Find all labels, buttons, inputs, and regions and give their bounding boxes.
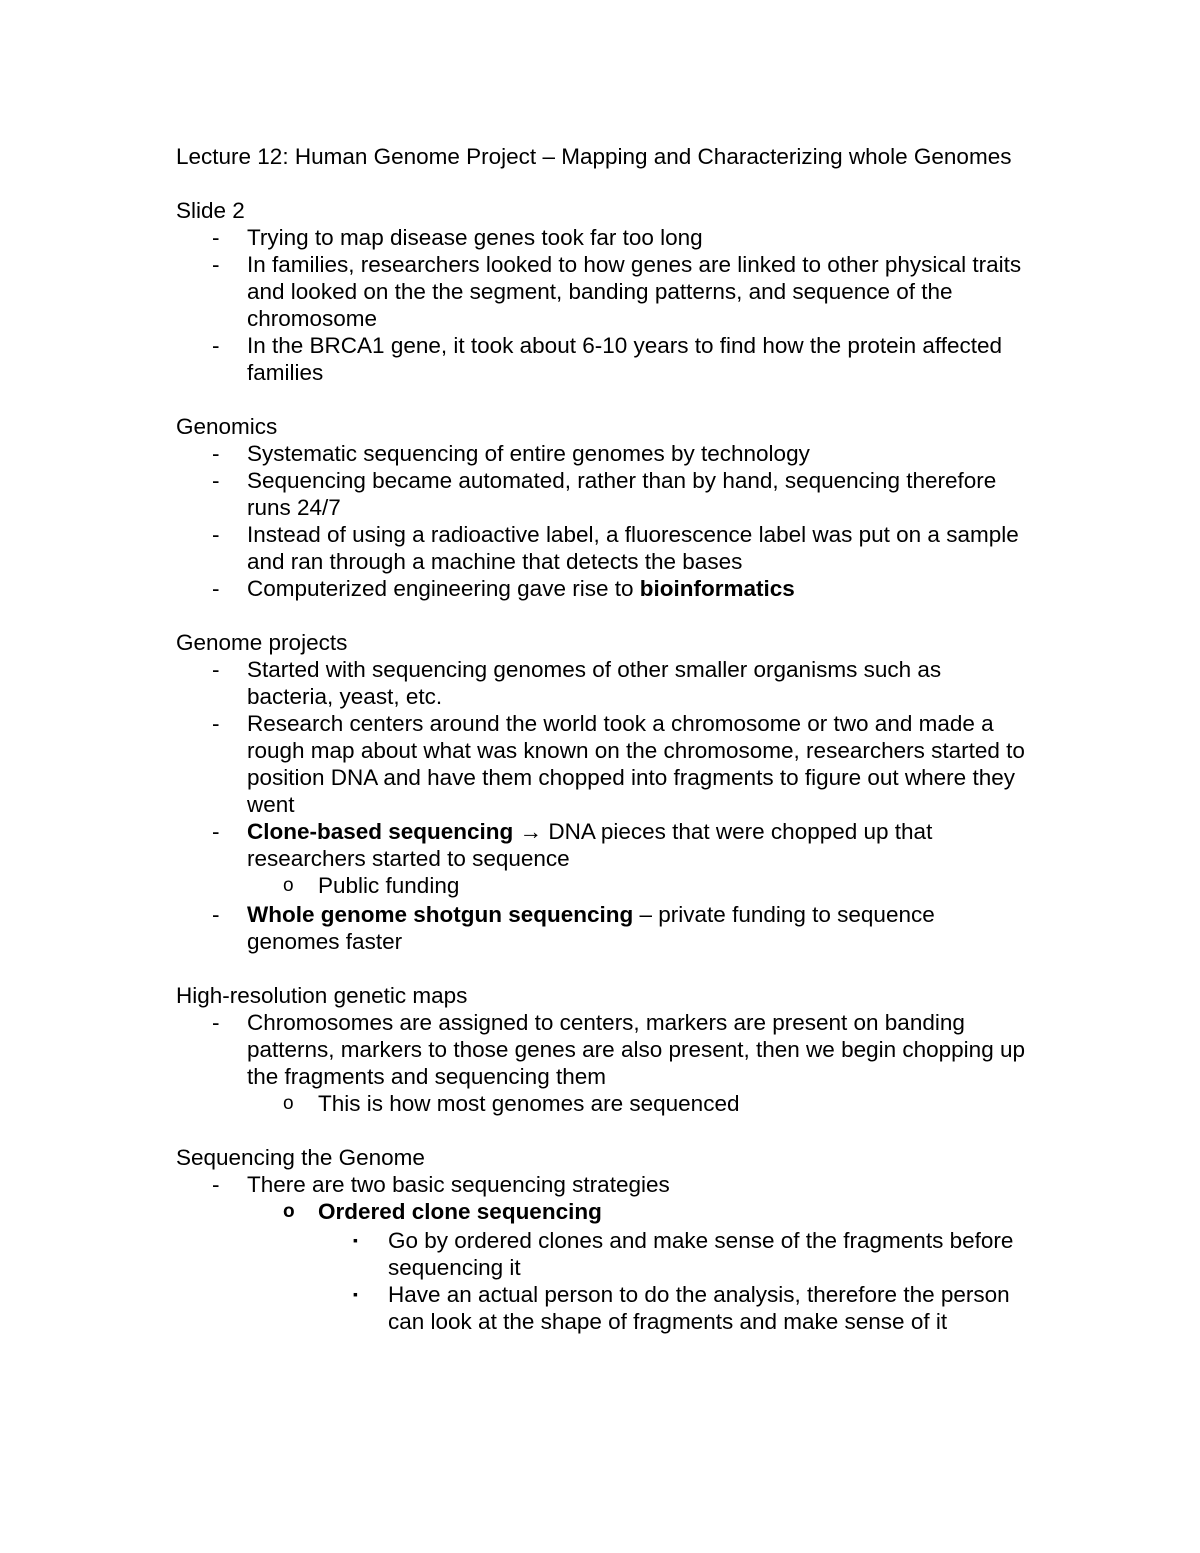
dash-bullet-icon: - bbox=[212, 902, 220, 927]
section-slide-2 bbox=[176, 197, 1026, 386]
dash-bullet-icon: - bbox=[212, 468, 220, 493]
section-heading: Slide 2 bbox=[176, 198, 245, 223]
list-item: - Systematic sequencing of entire genomes by technology bbox=[212, 441, 810, 466]
dash-bullet-icon: - bbox=[212, 819, 220, 844]
square-bullet-icon: ▪ bbox=[353, 1232, 358, 1248]
section-genome-projects bbox=[176, 629, 1026, 955]
list-item: - There are two basic sequencing strategies bbox=[212, 1172, 670, 1197]
circle-bullet-icon: o bbox=[283, 1201, 295, 1222]
list-item: - Trying to map disease genes took far too long bbox=[212, 225, 703, 250]
dash-bullet-icon: - bbox=[212, 1172, 220, 1197]
right-arrow-icon: → bbox=[519, 819, 543, 844]
list-item: - In families, researchers looked to how genes are linked to other physical traits and looked on the the segment, banding patterns, and sequence of the chromosome bbox=[212, 252, 1022, 331]
list-item: - Research centers around the world took a chromosome or two and made a rough map about what was known on the chromosome, researchers started to position DNA and have them chopped into fragments to figure out where they went bbox=[212, 711, 1025, 817]
bullet-list bbox=[176, 656, 1026, 955]
section-heading: Genome projects bbox=[176, 630, 348, 655]
section-high-resolution-genetic-maps bbox=[176, 982, 1026, 1117]
list-item: - Chromosomes are assigned to centers, markers are present on banding patterns, markers to those genes are also present, then we begin chopping up the fragments and sequencing them bbox=[212, 1010, 1025, 1089]
section-heading: Sequencing the Genome bbox=[176, 1145, 425, 1170]
section-genomics bbox=[176, 413, 1026, 602]
sub-list-item: o Public funding bbox=[283, 873, 460, 898]
dash-bullet-icon: - bbox=[212, 711, 220, 736]
list-item: - Sequencing became automated, rather than by hand, sequencing therefore runs 24/7 bbox=[212, 468, 997, 520]
dash-bullet-icon: - bbox=[212, 1010, 220, 1035]
section-sequencing-the-genome bbox=[176, 1144, 1026, 1335]
dash-bullet-icon: - bbox=[212, 225, 220, 250]
bullet-list bbox=[176, 440, 1026, 602]
bullet-list bbox=[176, 1171, 1026, 1335]
list-item: - Clone-based sequencing → DNA pieces that were chopped up that researchers started to sequence bbox=[212, 819, 933, 871]
sub-list-item bbox=[176, 1198, 1026, 1225]
term-ordered-clone-sequencing: Ordered clone sequencing bbox=[318, 1199, 602, 1224]
dash-bullet-icon: - bbox=[212, 441, 220, 466]
term-whole-genome-shotgun-sequencing: Whole genome shotgun sequencing bbox=[247, 902, 634, 927]
dash-bullet-icon: - bbox=[212, 333, 220, 358]
square-bullet-icon: ▪ bbox=[353, 1286, 358, 1302]
term-bioinformatics: bioinformatics bbox=[639, 576, 795, 601]
circle-bullet-icon: o bbox=[283, 1093, 294, 1114]
list-item: - Computerized engineering gave rise to bioinformatics bbox=[212, 576, 795, 601]
bullet-list bbox=[176, 224, 1026, 386]
list-item: - Started with sequencing genomes of other smaller organisms such as bacteria, yeast, etc. bbox=[212, 657, 942, 709]
dash-bullet-icon: - bbox=[212, 252, 220, 277]
term-clone-based-sequencing: Clone-based sequencing bbox=[247, 819, 514, 844]
sub-sub-list-item: ▪ Have an actual person to do the analysis, therefore the person can look at the shape of fragments and make sense of it bbox=[353, 1282, 1010, 1334]
bullet-list bbox=[176, 1009, 1026, 1117]
dash-bullet-icon: - bbox=[212, 522, 220, 547]
dash-bullet-icon: - bbox=[212, 657, 220, 682]
dash-bullet-icon: - bbox=[212, 576, 220, 601]
list-item: - Instead of using a radioactive label, a fluorescence label was put on a sample and ran through a machine that detects the bases bbox=[212, 522, 1019, 574]
sub-list-item: o This is how most genomes are sequenced bbox=[283, 1091, 740, 1116]
circle-bullet-icon: o bbox=[283, 875, 294, 896]
sub-sub-list-item: ▪ Go by ordered clones and make sense of the fragments before sequencing it bbox=[353, 1228, 1014, 1280]
document-title: Lecture 12: Human Genome Project – Mapping and Characterizing whole Genomes bbox=[176, 144, 1012, 169]
section-heading: High-resolution genetic maps bbox=[176, 983, 468, 1008]
section-heading: Genomics bbox=[176, 414, 278, 439]
list-item: - In the BRCA1 gene, it took about 6-10 years to find how the protein affected families bbox=[212, 333, 1003, 385]
list-item: - Whole genome shotgun sequencing – private funding to sequence genomes faster bbox=[212, 902, 935, 954]
document-page bbox=[176, 143, 1026, 1335]
